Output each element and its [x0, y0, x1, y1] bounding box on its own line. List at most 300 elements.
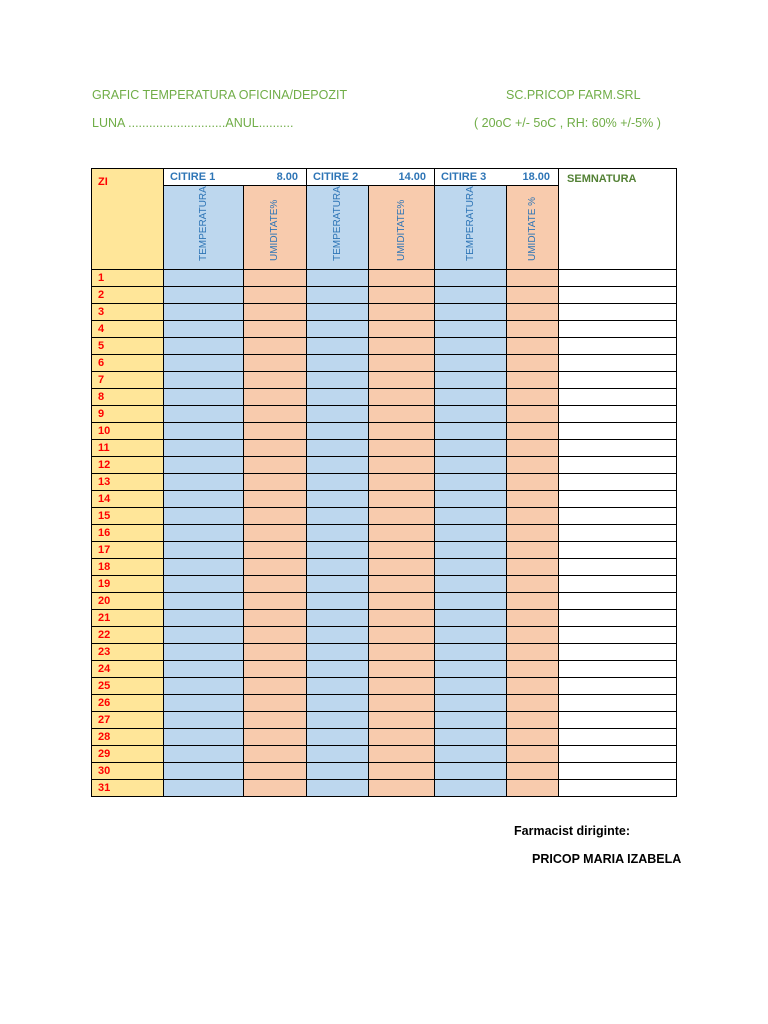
citire-2-hum-cell[interactable]: [369, 406, 435, 423]
citire-1-temp-cell[interactable]: [164, 780, 244, 797]
day-row: [92, 491, 677, 508]
citire-1-hum-cell[interactable]: [244, 661, 307, 678]
signature-cell[interactable]: [559, 695, 677, 712]
citire-3-hum-cell[interactable]: [507, 355, 559, 372]
citire-2-hum-cell[interactable]: [369, 610, 435, 627]
citire-1-temp-cell[interactable]: [164, 406, 244, 423]
citire-2-temp-cell[interactable]: [307, 644, 369, 661]
signature-cell[interactable]: [559, 729, 677, 746]
citire-3-temp-cell[interactable]: [435, 491, 507, 508]
day-row: [92, 389, 677, 406]
citire-1-temp-cell[interactable]: [164, 729, 244, 746]
citire-1-temp-label: TEMPERATURA: [197, 186, 209, 261]
citire-2-hum-cell[interactable]: [369, 576, 435, 593]
day-number: 12: [92, 457, 164, 474]
citire-1-temp-cell[interactable]: [164, 372, 244, 389]
citire-3-temp-cell[interactable]: [435, 559, 507, 576]
citire-3-hum-cell[interactable]: [507, 525, 559, 542]
citire-1-hum-cell[interactable]: [244, 355, 307, 372]
citire-1-temp-cell[interactable]: [164, 661, 244, 678]
citire-3-temp-cell[interactable]: [435, 321, 507, 338]
citire-1-hum-cell[interactable]: [244, 508, 307, 525]
citire-3-temp-cell[interactable]: [435, 763, 507, 780]
citire-1-temp-cell[interactable]: [164, 695, 244, 712]
citire-2-hum-cell[interactable]: [369, 780, 435, 797]
citire-2-hum-cell[interactable]: [369, 304, 435, 321]
day-row: [92, 763, 677, 780]
citire-2-hum-cell[interactable]: [369, 542, 435, 559]
citire-1-temp-cell[interactable]: [164, 491, 244, 508]
day-number: 16: [92, 525, 164, 542]
signature-cell[interactable]: [559, 304, 677, 321]
citire-2-hum-cell[interactable]: [369, 457, 435, 474]
citire-1-temp-cell[interactable]: [164, 474, 244, 491]
citire-2-temp-cell[interactable]: [307, 389, 369, 406]
citire-2-hum-cell[interactable]: [369, 491, 435, 508]
citire-1-hum-cell[interactable]: [244, 338, 307, 355]
citire-1-temp-cell[interactable]: [164, 508, 244, 525]
day-number: 3: [92, 304, 164, 321]
day-number: 19: [92, 576, 164, 593]
day-row: [92, 304, 677, 321]
day-row: [92, 610, 677, 627]
citire-3-hum-cell[interactable]: [507, 372, 559, 389]
signature-cell[interactable]: [559, 372, 677, 389]
citire-2-label: CITIRE 2: [313, 171, 359, 183]
page-title: GRAFIC TEMPERATURA OFICINA/DEPOZIT: [92, 88, 348, 102]
citire-1-hum-cell[interactable]: [244, 389, 307, 406]
citire-2-temp-cell[interactable]: [307, 321, 369, 338]
citire-2-temp-cell[interactable]: [307, 491, 369, 508]
citire-1-hum-cell[interactable]: [244, 627, 307, 644]
day-number: 2: [92, 287, 164, 304]
citire-3-temp-cell[interactable]: [435, 355, 507, 372]
citire-1-hum-cell[interactable]: [244, 525, 307, 542]
signature-cell[interactable]: [559, 542, 677, 559]
citire-1-hum-cell[interactable]: [244, 474, 307, 491]
citire-1-hum-cell[interactable]: [244, 491, 307, 508]
day-number: 22: [92, 627, 164, 644]
citire-3-temp-cell[interactable]: [435, 610, 507, 627]
day-row: [92, 270, 677, 287]
citire-1-hum-cell[interactable]: [244, 423, 307, 440]
citire-1-hum-cell[interactable]: [244, 678, 307, 695]
citire-2-hum-cell[interactable]: [369, 712, 435, 729]
citire-3-hum-cell[interactable]: [507, 780, 559, 797]
citire-1-hum-cell[interactable]: [244, 321, 307, 338]
signature-cell[interactable]: [559, 440, 677, 457]
signature-cell[interactable]: [559, 780, 677, 797]
day-row: [92, 287, 677, 304]
day-row: [92, 355, 677, 372]
citire-2-temp-cell[interactable]: [307, 355, 369, 372]
citire-2-temp-cell[interactable]: [307, 593, 369, 610]
day-number: 27: [92, 712, 164, 729]
day-number: 17: [92, 542, 164, 559]
citire-2-hum-cell[interactable]: [369, 474, 435, 491]
day-number: 15: [92, 508, 164, 525]
citire-2-temp-cell[interactable]: [307, 780, 369, 797]
citire-3-temp-cell[interactable]: [435, 423, 507, 440]
day-row: [92, 338, 677, 355]
citire-2-temp-cell[interactable]: [307, 287, 369, 304]
citire-2-header: [307, 169, 435, 186]
citire-1-temp-cell[interactable]: [164, 593, 244, 610]
citire-2-hum-cell[interactable]: [369, 763, 435, 780]
citire-3-temp-cell[interactable]: [435, 780, 507, 797]
citire-1-temp-cell[interactable]: [164, 440, 244, 457]
citire-1-hum-cell[interactable]: [244, 542, 307, 559]
citire-3-hum-cell[interactable]: [507, 389, 559, 406]
citire-3-hum-cell[interactable]: [507, 440, 559, 457]
citire-2-hum-cell[interactable]: [369, 644, 435, 661]
signature-cell[interactable]: [559, 457, 677, 474]
citire-3-temp-cell[interactable]: [435, 661, 507, 678]
signer-name: PRICOP MARIA IZABELA: [532, 852, 682, 866]
day-row: [92, 576, 677, 593]
citire-1-temp-cell[interactable]: [164, 287, 244, 304]
citire-1-hum-cell[interactable]: [244, 729, 307, 746]
citire-3-hum-cell[interactable]: [507, 270, 559, 287]
signature-cell[interactable]: [559, 627, 677, 644]
citire-1-hum-cell[interactable]: [244, 372, 307, 389]
temperature-log-table: [91, 168, 677, 797]
day-row: [92, 474, 677, 491]
day-number: 29: [92, 746, 164, 763]
citire-3-hum-cell[interactable]: [507, 338, 559, 355]
citire-2-temp-cell[interactable]: [307, 627, 369, 644]
citire-2-temp-cell[interactable]: [307, 525, 369, 542]
citire-1-temp-cell[interactable]: [164, 304, 244, 321]
citire-1-temp-cell[interactable]: [164, 610, 244, 627]
citire-3-temp-cell[interactable]: [435, 678, 507, 695]
signature-cell[interactable]: [559, 406, 677, 423]
citire-1-hum-cell[interactable]: [244, 763, 307, 780]
signature-cell[interactable]: [559, 423, 677, 440]
day-row: [92, 746, 677, 763]
citire-1-temp-cell[interactable]: [164, 559, 244, 576]
citire-1-temp-header: [164, 186, 244, 270]
citire-3-hum-cell[interactable]: [507, 695, 559, 712]
citire-3-temp-cell[interactable]: [435, 508, 507, 525]
day-number: 6: [92, 355, 164, 372]
citire-2-hum-cell[interactable]: [369, 593, 435, 610]
citire-1-hum-cell[interactable]: [244, 712, 307, 729]
day-row: [92, 780, 677, 797]
citire-3-hum-cell[interactable]: [507, 627, 559, 644]
citire-2-hum-header: [369, 186, 435, 270]
citire-2-hum-cell[interactable]: [369, 355, 435, 372]
signature-cell[interactable]: [559, 576, 677, 593]
citire-3-hum-cell[interactable]: [507, 287, 559, 304]
citire-3-hum-label: UMIDITATE %: [526, 196, 538, 261]
signature-cell[interactable]: [559, 678, 677, 695]
day-number: 8: [92, 389, 164, 406]
citire-1-temp-cell[interactable]: [164, 525, 244, 542]
citire-2-hum-label: UMIDITATE%: [395, 199, 407, 261]
citire-3-temp-cell[interactable]: [435, 729, 507, 746]
citire-2-temp-cell[interactable]: [307, 457, 369, 474]
citire-2-temp-cell[interactable]: [307, 406, 369, 423]
signature-cell[interactable]: [559, 610, 677, 627]
citire-3-temp-cell[interactable]: [435, 474, 507, 491]
citire-3-hour: 18.00: [522, 171, 551, 183]
citire-2-temp-cell[interactable]: [307, 695, 369, 712]
citire-3-hum-cell[interactable]: [507, 661, 559, 678]
citire-2-temp-cell[interactable]: [307, 474, 369, 491]
citire-2-hum-cell[interactable]: [369, 678, 435, 695]
citire-2-hum-cell[interactable]: [369, 508, 435, 525]
day-number: 28: [92, 729, 164, 746]
day-row: [92, 729, 677, 746]
citire-1-temp-cell[interactable]: [164, 423, 244, 440]
day-number: 31: [92, 780, 164, 797]
citire-3-hum-cell[interactable]: [507, 508, 559, 525]
citire-1-temp-cell[interactable]: [164, 678, 244, 695]
citire-3-hum-cell[interactable]: [507, 678, 559, 695]
citire-1-temp-cell[interactable]: [164, 746, 244, 763]
day-row: [92, 559, 677, 576]
day-row: [92, 508, 677, 525]
citire-3-temp-cell[interactable]: [435, 372, 507, 389]
citire-2-hum-cell[interactable]: [369, 338, 435, 355]
citire-1-temp-cell[interactable]: [164, 389, 244, 406]
citire-2-hum-cell[interactable]: [369, 321, 435, 338]
citire-1-hum-cell[interactable]: [244, 287, 307, 304]
day-number: 26: [92, 695, 164, 712]
citire-2-temp-cell[interactable]: [307, 712, 369, 729]
citire-2-temp-cell[interactable]: [307, 729, 369, 746]
citire-3-temp-header: [435, 186, 507, 270]
spec-line: ( 20oC +/- 5oC , RH: 60% +/-5% ): [474, 116, 661, 130]
citire-3-hum-cell[interactable]: [507, 423, 559, 440]
day-number: 9: [92, 406, 164, 423]
citire-2-temp-cell[interactable]: [307, 678, 369, 695]
citire-3-temp-cell[interactable]: [435, 270, 507, 287]
day-row: [92, 695, 677, 712]
day-row: [92, 423, 677, 440]
citire-2-temp-cell[interactable]: [307, 610, 369, 627]
signature-cell[interactable]: [559, 661, 677, 678]
signature-cell[interactable]: [559, 338, 677, 355]
citire-3-temp-cell[interactable]: [435, 644, 507, 661]
signature-cell[interactable]: [559, 321, 677, 338]
day-row: [92, 457, 677, 474]
citire-1-hum-cell[interactable]: [244, 746, 307, 763]
citire-2-temp-cell[interactable]: [307, 661, 369, 678]
citire-3-hum-cell[interactable]: [507, 559, 559, 576]
citire-2-temp-cell[interactable]: [307, 559, 369, 576]
day-number: 5: [92, 338, 164, 355]
signature-cell[interactable]: [559, 525, 677, 542]
day-number: 7: [92, 372, 164, 389]
zi-header: ZI: [92, 169, 164, 270]
day-row: [92, 440, 677, 457]
citire-1-hour: 8.00: [276, 171, 298, 183]
citire-3-temp-cell[interactable]: [435, 338, 507, 355]
citire-3-temp-cell[interactable]: [435, 457, 507, 474]
citire-2-temp-cell[interactable]: [307, 542, 369, 559]
day-number: 13: [92, 474, 164, 491]
citire-3-hum-cell[interactable]: [507, 712, 559, 729]
day-number: 10: [92, 423, 164, 440]
citire-3-hum-cell[interactable]: [507, 321, 559, 338]
citire-1-hum-cell[interactable]: [244, 457, 307, 474]
day-row: [92, 712, 677, 729]
signature-cell[interactable]: [559, 508, 677, 525]
signature-cell[interactable]: [559, 763, 677, 780]
signature-cell[interactable]: [559, 270, 677, 287]
citire-2-temp-cell[interactable]: [307, 576, 369, 593]
citire-1-hum-cell[interactable]: [244, 695, 307, 712]
citire-3-hum-cell[interactable]: [507, 593, 559, 610]
citire-3-temp-cell[interactable]: [435, 627, 507, 644]
signature-cell[interactable]: [559, 712, 677, 729]
citire-1-hum-cell[interactable]: [244, 610, 307, 627]
signature-cell[interactable]: [559, 389, 677, 406]
citire-3-temp-cell[interactable]: [435, 712, 507, 729]
citire-1-temp-cell[interactable]: [164, 763, 244, 780]
citire-2-hum-cell[interactable]: [369, 270, 435, 287]
citire-2-hum-cell[interactable]: [369, 440, 435, 457]
month-year-line: LUNA ............................ANUL..........: [92, 116, 294, 130]
citire-3-temp-cell[interactable]: [435, 304, 507, 321]
citire-1-hum-cell[interactable]: [244, 270, 307, 287]
citire-2-hour: 14.00: [398, 171, 427, 183]
citire-3-temp-cell[interactable]: [435, 576, 507, 593]
citire-1-hum-label: UMIDITATE%: [269, 199, 280, 261]
citire-3-hum-cell[interactable]: [507, 406, 559, 423]
day-row: [92, 627, 677, 644]
citire-2-hum-cell[interactable]: [369, 559, 435, 576]
day-row: [92, 321, 677, 338]
citire-1-temp-cell[interactable]: [164, 542, 244, 559]
citire-3-label: CITIRE 3: [441, 171, 487, 183]
citire-1-hum-cell[interactable]: [244, 644, 307, 661]
day-number: 21: [92, 610, 164, 627]
citire-3-hum-cell[interactable]: [507, 304, 559, 321]
citire-2-hum-cell[interactable]: [369, 695, 435, 712]
day-number: 24: [92, 661, 164, 678]
citire-3-temp-cell[interactable]: [435, 287, 507, 304]
citire-2-hum-cell[interactable]: [369, 287, 435, 304]
day-number: 14: [92, 491, 164, 508]
day-row: [92, 593, 677, 610]
citire-3-hum-cell[interactable]: [507, 644, 559, 661]
citire-2-hum-cell[interactable]: [369, 746, 435, 763]
citire-1-temp-cell[interactable]: [164, 270, 244, 287]
signature-cell[interactable]: [559, 559, 677, 576]
signature-cell[interactable]: [559, 287, 677, 304]
citire-1-hum-cell[interactable]: [244, 559, 307, 576]
citire-2-temp-cell[interactable]: [307, 304, 369, 321]
citire-2-temp-cell[interactable]: [307, 338, 369, 355]
citire-2-hum-cell[interactable]: [369, 627, 435, 644]
day-row: [92, 372, 677, 389]
citire-1-label: CITIRE 1: [170, 171, 216, 183]
citire-3-temp-cell[interactable]: [435, 542, 507, 559]
citire-3-temp-cell[interactable]: [435, 389, 507, 406]
citire-1-hum-cell[interactable]: [244, 593, 307, 610]
citire-1-temp-cell[interactable]: [164, 355, 244, 372]
signature-cell[interactable]: [559, 746, 677, 763]
citire-2-temp-label: TEMPERATURA: [331, 186, 343, 261]
citire-3-hum-cell[interactable]: [507, 729, 559, 746]
citire-1-hum-cell[interactable]: [244, 406, 307, 423]
citire-1-header: [164, 169, 307, 186]
citire-3-hum-cell[interactable]: [507, 610, 559, 627]
day-number: 18: [92, 559, 164, 576]
citire-2-temp-cell[interactable]: [307, 423, 369, 440]
citire-1-temp-cell[interactable]: [164, 576, 244, 593]
day-number: 25: [92, 678, 164, 695]
citire-3-temp-cell[interactable]: [435, 746, 507, 763]
citire-1-temp-cell[interactable]: [164, 644, 244, 661]
citire-3-hum-cell[interactable]: [507, 491, 559, 508]
citire-3-temp-cell[interactable]: [435, 525, 507, 542]
citire-2-temp-cell[interactable]: [307, 270, 369, 287]
citire-1-temp-cell[interactable]: [164, 338, 244, 355]
citire-2-hum-cell[interactable]: [369, 729, 435, 746]
citire-2-temp-cell[interactable]: [307, 440, 369, 457]
day-row: [92, 644, 677, 661]
citire-3-temp-cell[interactable]: [435, 406, 507, 423]
citire-2-hum-cell[interactable]: [369, 661, 435, 678]
citire-3-hum-cell[interactable]: [507, 576, 559, 593]
citire-2-hum-cell[interactable]: [369, 372, 435, 389]
company-name: SC.PRICOP FARM.SRL: [506, 88, 641, 102]
citire-1-temp-cell[interactable]: [164, 712, 244, 729]
signature-cell[interactable]: [559, 593, 677, 610]
citire-2-hum-cell[interactable]: [369, 389, 435, 406]
citire-1-temp-cell[interactable]: [164, 457, 244, 474]
citire-1-hum-cell[interactable]: [244, 576, 307, 593]
day-row: [92, 661, 677, 678]
citire-3-hum-cell[interactable]: [507, 746, 559, 763]
citire-3-hum-cell[interactable]: [507, 474, 559, 491]
day-number: 30: [92, 763, 164, 780]
citire-2-temp-header: [307, 186, 369, 270]
signature-header: SEMNATURA: [559, 169, 677, 270]
citire-2-hum-cell[interactable]: [369, 525, 435, 542]
signature-cell[interactable]: [559, 355, 677, 372]
citire-2-temp-cell[interactable]: [307, 372, 369, 389]
citire-1-hum-cell[interactable]: [244, 780, 307, 797]
citire-3-temp-cell[interactable]: [435, 593, 507, 610]
citire-3-hum-cell[interactable]: [507, 763, 559, 780]
signature-cell[interactable]: [559, 491, 677, 508]
day-row: [92, 542, 677, 559]
citire-2-temp-cell[interactable]: [307, 763, 369, 780]
citire-1-hum-cell[interactable]: [244, 304, 307, 321]
citire-2-temp-cell[interactable]: [307, 746, 369, 763]
citire-3-temp-cell[interactable]: [435, 695, 507, 712]
citire-1-hum-cell[interactable]: [244, 440, 307, 457]
citire-3-hum-cell[interactable]: [507, 457, 559, 474]
citire-1-temp-cell[interactable]: [164, 321, 244, 338]
citire-1-hum-header: [244, 186, 307, 270]
signature-cell[interactable]: [559, 644, 677, 661]
citire-2-temp-cell[interactable]: [307, 508, 369, 525]
day-number: 11: [92, 440, 164, 457]
citire-2-hum-cell[interactable]: [369, 423, 435, 440]
citire-3-temp-cell[interactable]: [435, 440, 507, 457]
citire-1-temp-cell[interactable]: [164, 627, 244, 644]
day-row: [92, 406, 677, 423]
citire-3-temp-label: TEMPERATURA: [464, 186, 476, 261]
citire-3-hum-cell[interactable]: [507, 542, 559, 559]
signature-cell[interactable]: [559, 474, 677, 491]
